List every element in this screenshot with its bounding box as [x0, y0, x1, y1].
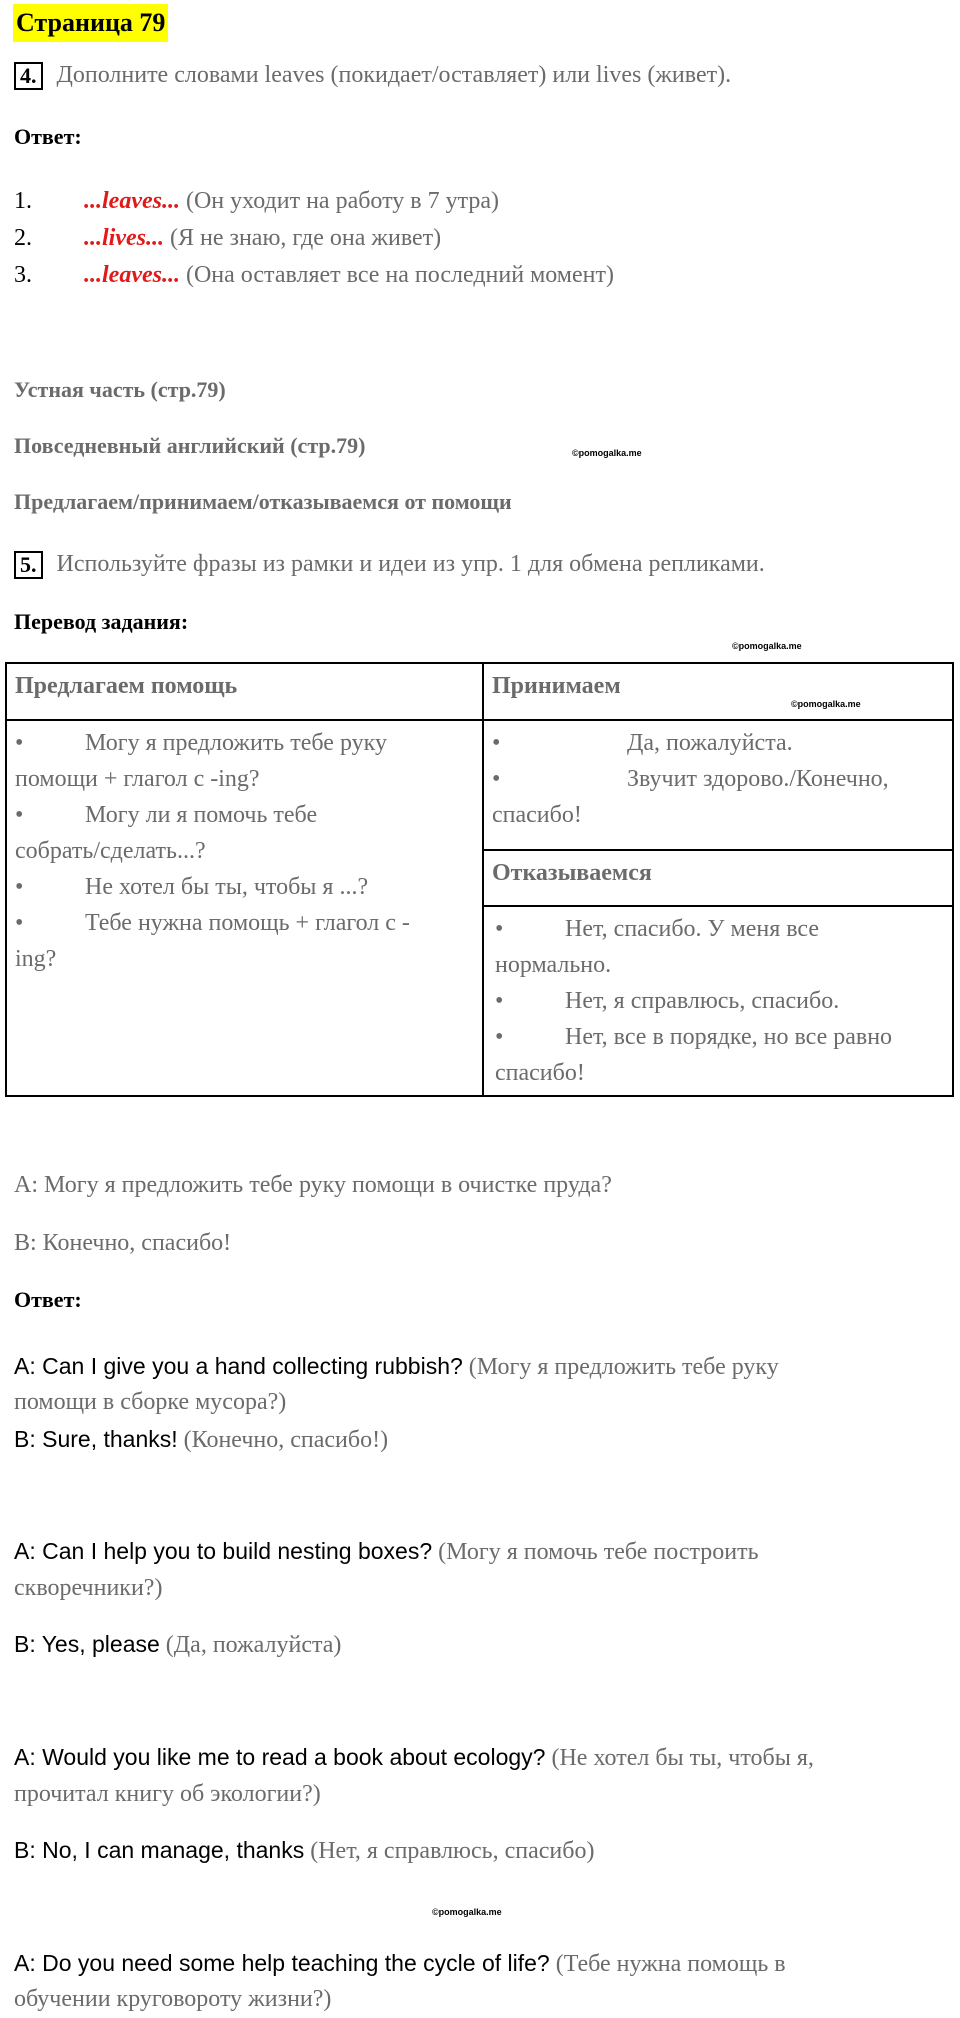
- dialog-1-b: B: Sure, thanks! (Конечно, спасибо!): [14, 1426, 389, 1453]
- dialog-2-a-cont: скворечники?): [14, 1575, 163, 1601]
- everyday-english-heading: Повседневный английский (стр.79): [14, 433, 366, 458]
- ex4-answer-label: Ответ:: [14, 124, 82, 149]
- answer-word: ...leaves...: [84, 188, 180, 214]
- offer-header: Предлагаем помощь: [6, 663, 483, 720]
- answer-word: ...lives...: [84, 225, 164, 251]
- decline-phrases: [483, 906, 953, 1096]
- ex5-instruction-line: [14, 551, 765, 579]
- ex4-instruction-line: [14, 62, 731, 90]
- example-line-a: A: Могу я предложить тебе руку помощи в очистке пруда?: [14, 1172, 612, 1198]
- list-item: • Не хотел бы ты, чтобы я ...?: [15, 874, 369, 900]
- ex4-number: 4.: [14, 62, 43, 90]
- accept-phrases: [483, 720, 953, 850]
- list-item: • Тебе нужна помощь + глагол с -: [15, 910, 410, 936]
- dialog-4-a-cont: обучении круговороту жизни?): [14, 1986, 332, 2012]
- dialog-1-a: A: Can I give you a hand collecting rubbish? (Могу я предложить тебе руку: [14, 1353, 779, 1380]
- dialog-4-a: A: Do you need some help teaching the cycle of life? (Тебе нужна помощь в: [14, 1950, 786, 1977]
- ex4-item-1: [14, 188, 499, 215]
- dialog-2-b: B: Yes, please (Да, пожалуйста): [14, 1631, 342, 1658]
- list-number: 2.: [14, 225, 32, 251]
- list-item: • Звучит здорово./Конечно,: [492, 766, 889, 792]
- list-item-cont: спасибо!: [495, 1060, 585, 1086]
- list-item-cont: ing?: [15, 946, 57, 972]
- watermark: ©pomogalka.me: [732, 641, 802, 651]
- offer-phrases: [6, 720, 483, 1096]
- watermark: ©pomogalka.me: [432, 1907, 502, 1917]
- answer-translation: (Она оставляет все на последний момент): [185, 262, 614, 288]
- accept-header: Принимаем: [492, 673, 621, 699]
- answer-word: ...leaves...: [84, 262, 180, 288]
- list-item-cont: нормально.: [495, 952, 612, 978]
- list-item: • Могу я предложить тебе руку: [15, 730, 387, 756]
- ex5-translation-label: Перевод задания:: [14, 609, 189, 634]
- list-item-cont: собрать/сделать...?: [15, 838, 206, 864]
- list-item: • Нет, я справлюсь, спасибо.: [495, 988, 840, 1014]
- answer-translation: (Он уходит на работу в 7 утра): [185, 188, 500, 214]
- ex4-item-3: [14, 262, 614, 289]
- list-item: • Могу ли я помочь тебе: [15, 802, 318, 828]
- dialog-3-b: B: No, I can manage, thanks (Нет, я справлюсь, спасибо): [14, 1837, 595, 1864]
- ex5-answer-label: Ответ:: [14, 1287, 82, 1312]
- list-item-cont: помощи + глагол с -ing?: [15, 766, 260, 792]
- dialog-3-a-cont: прочитал книгу об экологии?): [14, 1781, 321, 1807]
- ex5-number: 5.: [14, 551, 43, 579]
- decline-header: Отказываемся: [483, 850, 953, 906]
- ex4-instruction: Дополните словами leaves (покидает/оставляет) или lives (живет).: [56, 62, 732, 88]
- dialog-3-a: A: Would you like me to read a book about ecology? (Не хотел бы ты, чтобы я,: [14, 1744, 814, 1771]
- accept-header-cell: [483, 663, 953, 720]
- phrases-table: [5, 662, 954, 1097]
- list-number: 3.: [14, 262, 32, 288]
- watermark: ©pomogalka.me: [572, 448, 642, 458]
- answer-translation: (Я не знаю, где она живет): [169, 225, 442, 251]
- list-number: 1.: [14, 188, 32, 214]
- page-title: Страница 79: [13, 4, 168, 42]
- oral-part-heading: Устная часть (стр.79): [14, 377, 226, 402]
- dialog-2-a: A: Can I help you to build nesting boxes? (Могу я помочь тебе построить: [14, 1538, 759, 1565]
- example-line-b: B: Конечно, спасибо!: [14, 1230, 232, 1256]
- ex4-item-2: [14, 225, 441, 252]
- offer-help-heading: Предлагаем/принимаем/отказываемся от помощи: [14, 489, 512, 514]
- list-item: • Да, пожалуйста.: [492, 730, 793, 756]
- list-item: • Нет, все в порядке, но все равно: [495, 1024, 893, 1050]
- list-item-cont: спасибо!: [492, 802, 582, 828]
- ex5-instruction: Используйте фразы из рамки и идеи из упр. 1 для обмена репликами.: [56, 551, 765, 577]
- watermark: ©pomogalka.me: [791, 699, 861, 709]
- list-item: • Нет, спасибо. У меня все: [495, 916, 820, 942]
- dialog-1-a-cont: помощи в сборке мусора?): [14, 1389, 287, 1415]
